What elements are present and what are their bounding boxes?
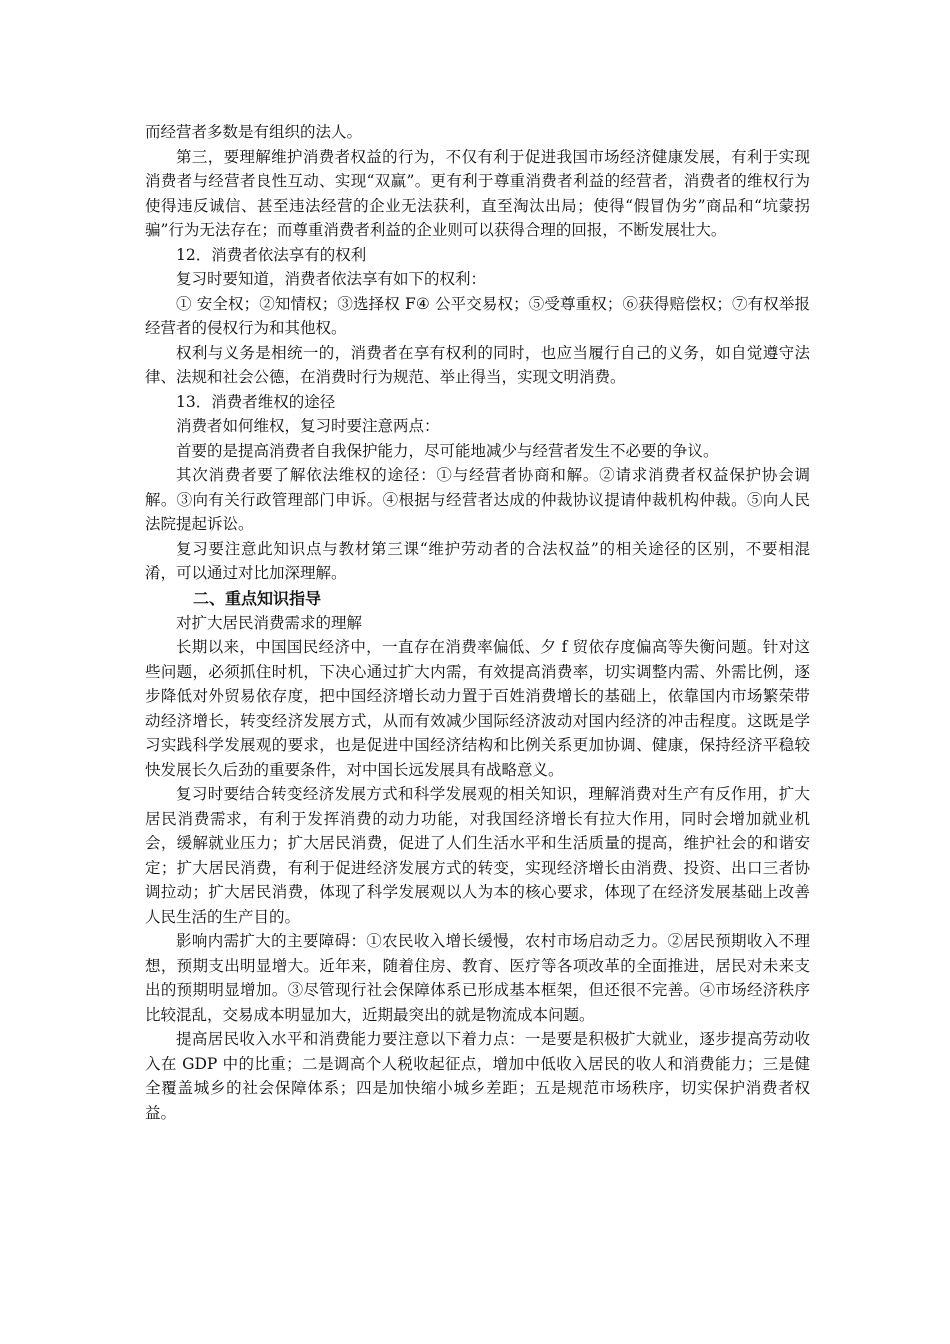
paragraph-protection-channels: 其次消费者要了解依法维权的途径：①与经营者协商和解。②请求消费者权益保护协会调解。③向有关行政管理部门申诉。④根据与经营者达成的仲裁协议提请仲裁机构仲裁。⑤向人民法院提起诉讼。 (145, 466, 810, 533)
paragraph-self-protection: 首要的是提高消费者自我保护能力，尽可能地减少与经营者发生不必要的争议。 (176, 441, 719, 460)
paragraph-long-term-imbalance: 长期以来，中国国民经济中，一直存在消费率偏低、夕 f 贸依存度偏高等失衡问题。针对这些问题，必须抓住时机，下决心通过扩大内需，有效提高消费率，切实调整内需、外需比例，逐步降低对外贸易依存度，把中国经济增长动力置于百姓消费增长的基础上，依靠国内市场繁荣带动经济增长，转变经济发展方式，从而有效减少国际经济波动对国内经济的冲击程度。这既是学习实践科学发展观的要求，也是促进中国经济结构和比例关系更加协调、健康，保持经济平稳较快发展长久后劲的重要条件，对中国长远发展具有战略意义。 (145, 638, 810, 779)
paragraph-comparison-note: 复习要注意此知识点与教材第三课“维护劳动者的合法权益”的相关途径的区别，不要相混淆，可以通过对比加深理解。 (145, 539, 810, 582)
paragraph-rights-list: ① 安全权；②知情权；③选择权 F④ 公平交易权；⑤受尊重权；⑥获得赔偿权；⑦有权举报经营者的侵权行为和其他权。 (145, 294, 810, 337)
subheading-domestic-demand: 对扩大居民消费需求的理解 (176, 613, 363, 632)
paragraph-rights-duties: 权利与义务是相统一的，消费者在享有权利的同时，也应当履行自己的义务，如自觉遵守法律、法规和社会公德，在消费时行为规范、举止得当，实现文明消费。 (145, 343, 810, 386)
subheading-rights-protection: 13．消费者维权的途径 (176, 392, 336, 411)
section-heading: 二、重点知识指导 (193, 588, 322, 608)
document-page (145, 120, 810, 1125)
subheading-consumer-rights: 12．消费者依法享有的权利 (176, 245, 367, 264)
paragraph-continuation: 而经营者多数是有组织的法人。 (145, 123, 363, 141)
paragraph-rights-intro: 复习时要知道，消费者依法享有如下的权利： (176, 270, 487, 288)
paragraph-focus-points: 提高居民收入水平和消费能力要注意以下着力点：一是要是积极扩大就业，逐步提高劳动收入在 GDP 中的比重；二是调高个人税收起征点，增加中低收入居民的收人和消费能力；三是健全覆盖城乡的社会保障体系；四是加快缩小城乡差距；五是规范市场秩序，切实保护消费者权益。 (145, 1030, 810, 1122)
paragraph-third-point: 第三，要理解维护消费者权益的行为，不仅有利于促进我国市场经济健康发展，有利于实现消费者与经营者良性互动、实现“双赢”。更有利于尊重消费者利益的经营者，消费者的维权行为使得违反诚信、甚至违法经营的企业无法获利，直至淘汰出局；使得“假冒伪劣”商品和“坑蒙拐骗”行为无法存在；而尊重消费者利益的企业则可以获得合理的回报，不断发展壮大。 (145, 147, 810, 239)
paragraph-obstacles: 影响内需扩大的主要障碍：①农民收入增长缓慢，农村市场启动乏力。②居民预期收入不理想，预期支出明显增大。近年来，随着住房、教育、医疗等各项改革的全面推进，居民对未来支出的预期明显增加。③尽管现行社会保障体系已形成基本框架，但还很不完善。④市场经济秩序比较混乱，交易成本明显加大，近期最突出的就是物流成本问题。 (145, 932, 810, 1024)
paragraph-consumption-role: 复习时要结合转变经济发展方式和科学发展观的相关知识，理解消费对生产有反作用，扩大居民消费需求，有利于发挥消费的动力功能，对我国经济增长有拉大作用，同时会增加就业机会，缓解就业压力；扩大居民消费，促进了人们生活水平和生活质量的提高，维护社会的和谐安定；扩大居民消费，有利于促进经济发展方式的转变，实现经济增长由消费、投资、出口三者协调拉动；扩大居民消费，体现了科学发展观以人为本的核心要求，体现了在经济发展基础上改善人民生活的生产目的。 (145, 785, 810, 926)
paragraph-protection-intro: 消费者如何维权，复习时要注意两点： (176, 417, 440, 435)
